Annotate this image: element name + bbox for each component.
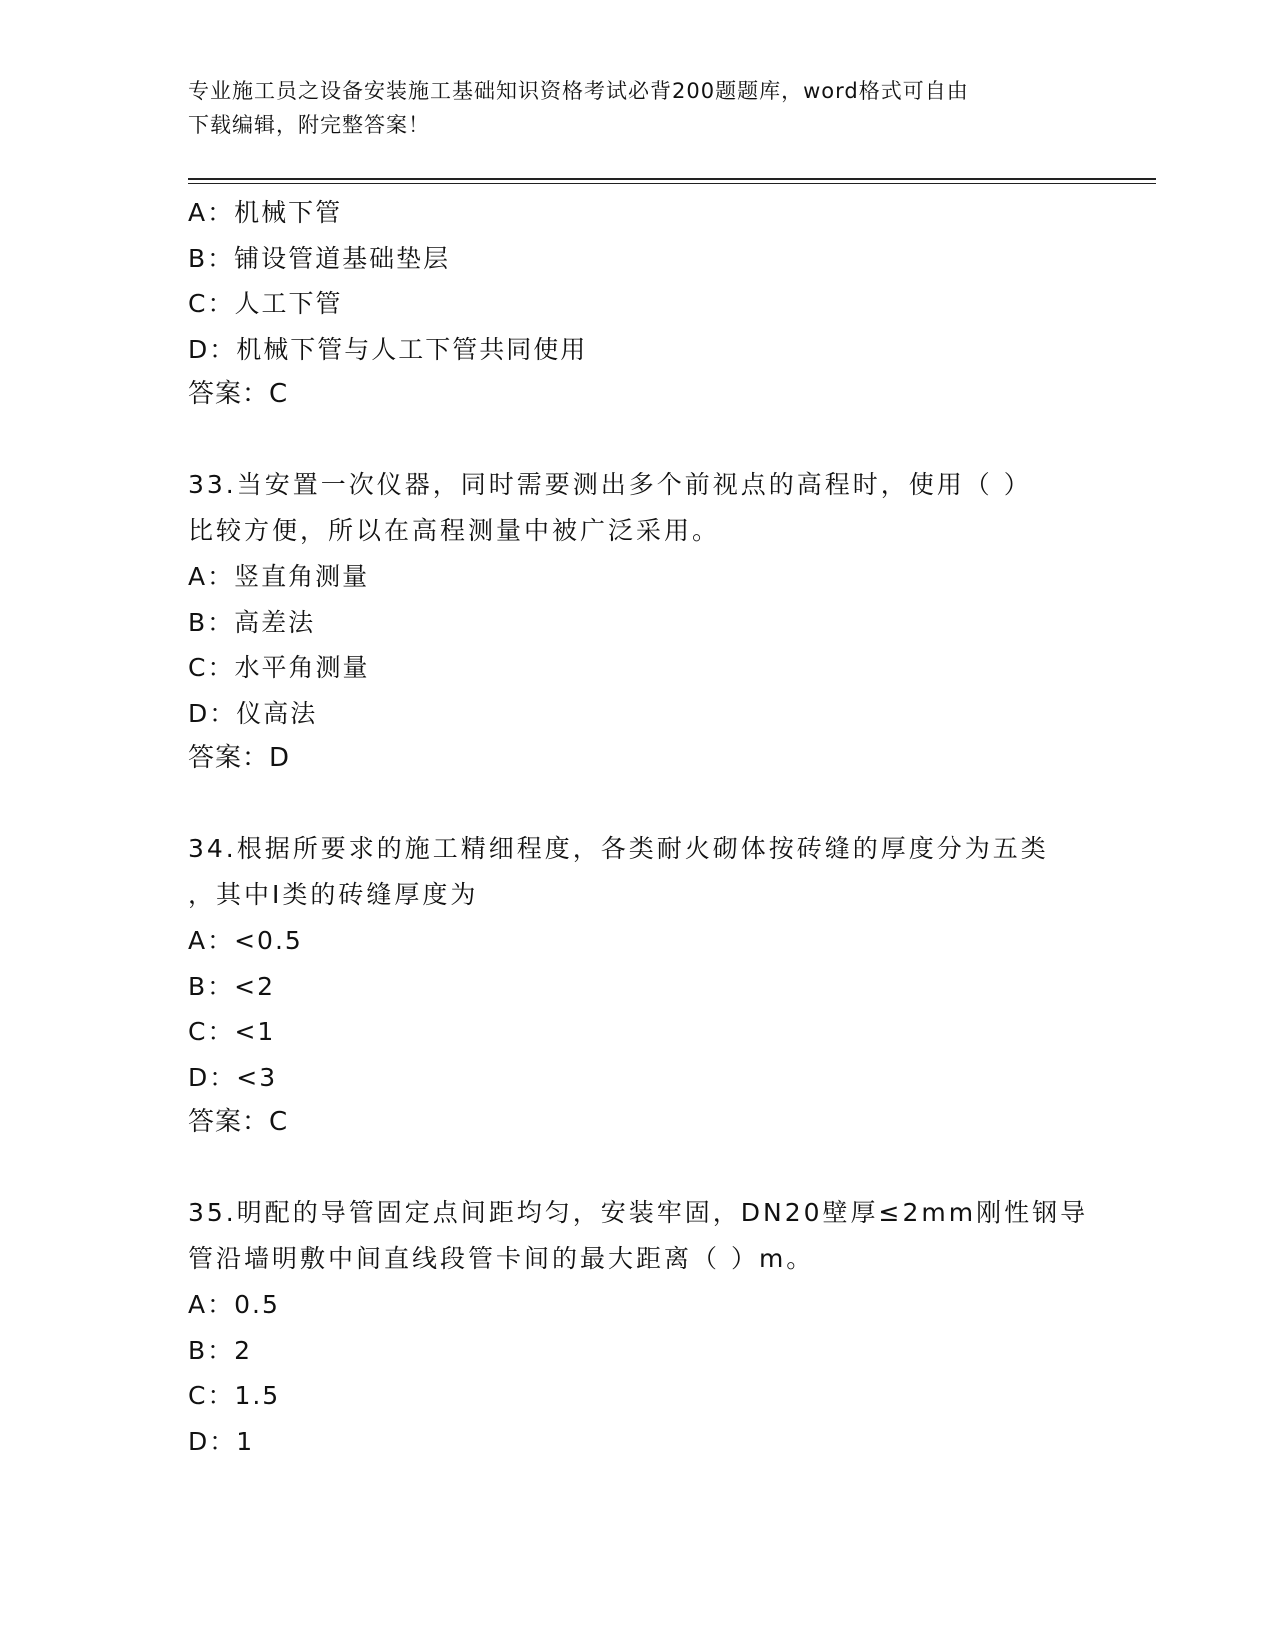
answer: 答案：D <box>188 743 291 773</box>
option-a: A：机械下管 <box>188 198 343 227</box>
answer: 答案：C <box>188 379 289 409</box>
option-b: B：铺设管道基础垫层 <box>188 243 451 273</box>
option-c: C：<1 <box>188 1017 276 1046</box>
option-d: D：1 <box>188 1426 255 1456</box>
document-header <box>188 74 1068 142</box>
option-b: B：<2 <box>188 971 276 1001</box>
option-a: A：竖直角测量 <box>188 562 370 591</box>
option-c: C：人工下管 <box>188 289 343 318</box>
option-c: C：1.5 <box>188 1381 281 1410</box>
question-stem-line-2: 管沿墙明敷中间直线段管卡间的最大距离（ ）m。 <box>188 1244 815 1273</box>
question-stem-line-1: 33.当安置一次仪器，同时需要测出多个前视点的高程时，使用（ ） <box>188 470 1032 499</box>
option-b: B：2 <box>188 1335 253 1365</box>
header-divider <box>188 178 1156 184</box>
question-stem-line-1: 35.明配的导管固定点间距均匀，安装牢固，DN20壁厚≤2mm刚性钢导 <box>188 1198 1089 1227</box>
option-b: B：高差法 <box>188 607 316 637</box>
option-a: A：0.5 <box>188 1290 280 1319</box>
question-34 <box>188 826 1088 1145</box>
header-line-2: 下载编辑，附完整答案！ <box>188 113 430 137</box>
question-stem-line-1: 34.根据所要求的施工精细程度，各类耐火砌体按砖缝的厚度分为五类 <box>188 834 1049 863</box>
question-stem-line-2: ，其中Ⅰ类的砖缝厚度为 <box>188 880 479 909</box>
option-d: D：机械下管与人工下管共同使用 <box>188 334 588 364</box>
option-d: D：<3 <box>188 1062 278 1092</box>
question-33 <box>188 462 1088 781</box>
option-d: D：仪高法 <box>188 698 318 728</box>
option-c: C：水平角测量 <box>188 653 370 682</box>
question-35 <box>188 1190 1088 1464</box>
header-line-1: 专业施工员之设备安装施工基础知识资格考试必背200题题库，word格式可自由 <box>188 79 969 103</box>
question-stem-line-2: 比较方便，所以在高程测量中被广泛采用。 <box>188 516 721 545</box>
question-list <box>188 190 1088 1464</box>
option-a: A：<0.5 <box>188 926 303 955</box>
question-32 <box>188 190 1088 417</box>
answer: 答案：C <box>188 1107 289 1137</box>
